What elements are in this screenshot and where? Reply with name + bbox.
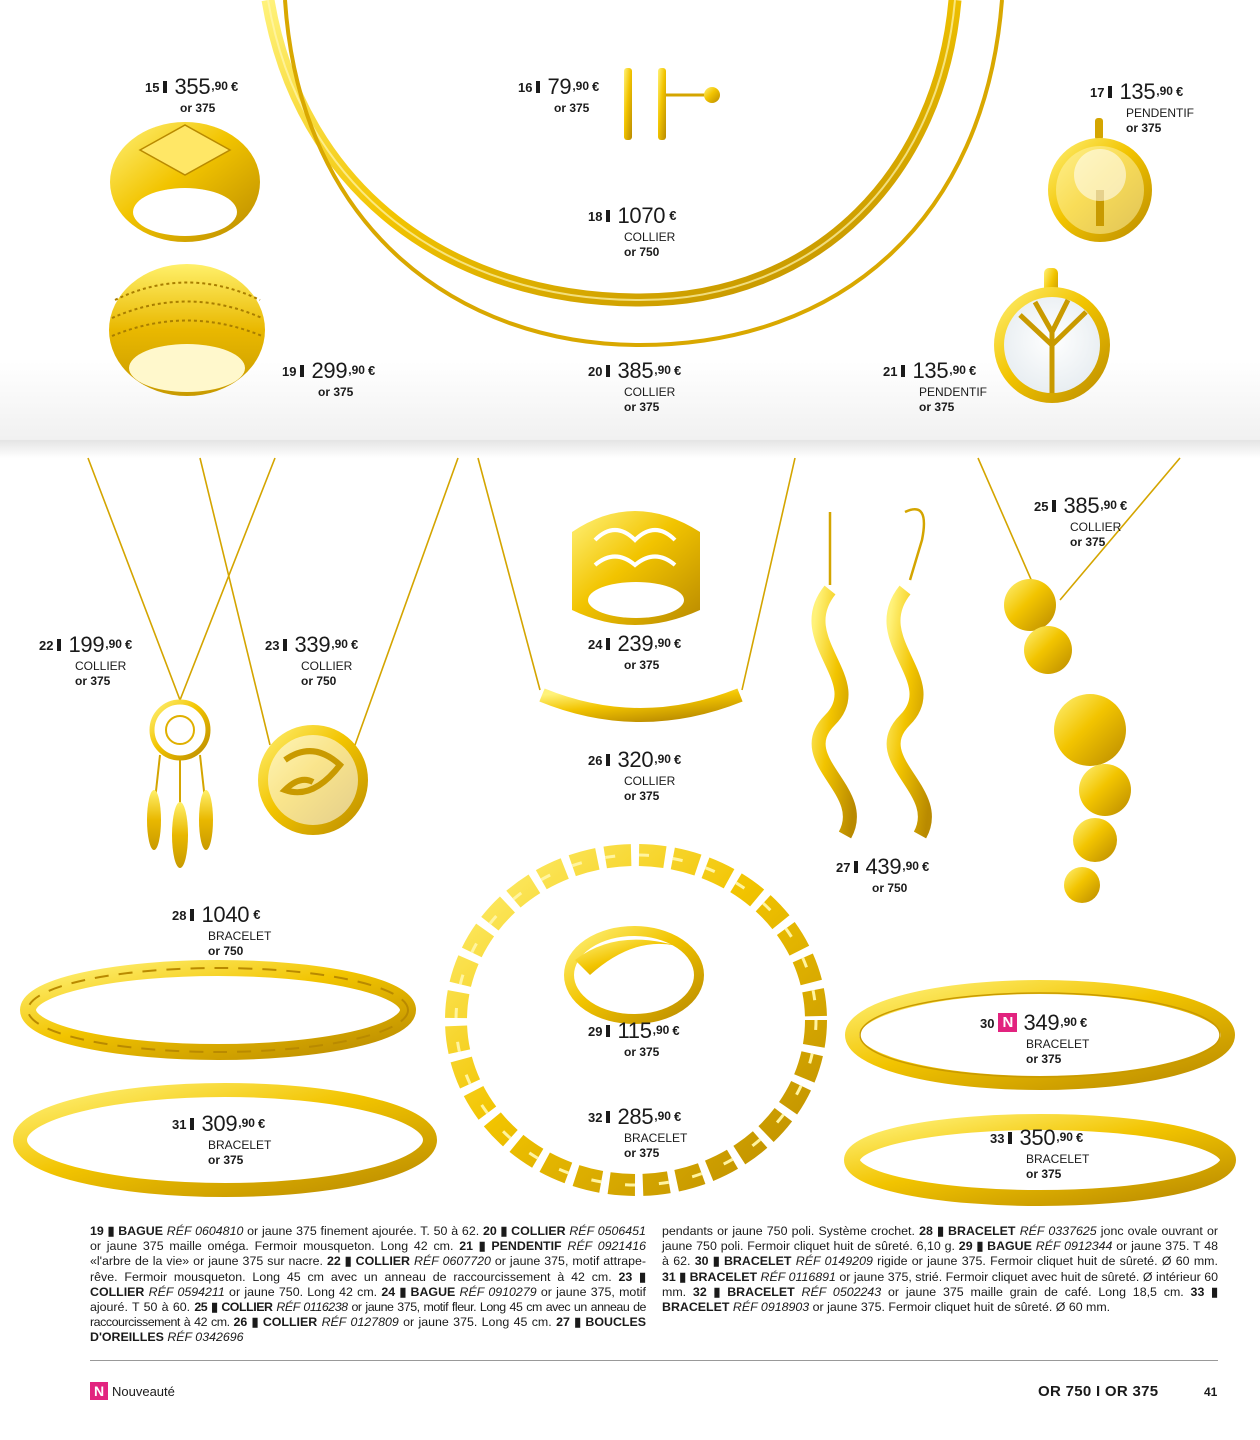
- separator-mark: [854, 861, 858, 873]
- item-number: 16: [518, 80, 533, 95]
- ring-29-image: [569, 931, 699, 1019]
- price-decimal: ,90: [572, 79, 590, 93]
- separator-mark: [606, 365, 610, 377]
- price-integer: 1070: [617, 203, 666, 228]
- price-currency: €: [1079, 1015, 1088, 1030]
- price-tag-17: [1090, 81, 1194, 136]
- price-tag-18: [588, 205, 676, 260]
- desc-entry-23: 23 ▮ COLLIER RÉF 0594211 or jaune 750. Long 42 cm.: [90, 1269, 647, 1299]
- price-integer: 135: [912, 358, 949, 383]
- price-decimal: ,90: [348, 363, 365, 377]
- price-integer: 339: [294, 632, 331, 657]
- price-metal: or 375: [1026, 1167, 1062, 1181]
- price-currency: €: [673, 636, 682, 651]
- item-number: 17: [1090, 85, 1105, 100]
- price-category: BRACELET: [208, 929, 272, 943]
- price-metal: or 375: [554, 101, 590, 115]
- separator-mark: [283, 639, 287, 651]
- price-currency: €: [672, 1023, 680, 1038]
- price-category: PENDENTIF: [919, 385, 988, 399]
- price-tag-22: [39, 634, 132, 689]
- separator-mark: [606, 638, 610, 650]
- price-decimal: ,90: [1056, 1130, 1073, 1144]
- product-description-right: [662, 1224, 1218, 1315]
- price-currency: €: [673, 363, 682, 378]
- ring-15-image: [110, 122, 260, 242]
- pendant-21-image: [994, 268, 1110, 403]
- separator-mark: [606, 210, 610, 222]
- item-number: 19: [282, 364, 297, 379]
- item-number: 20: [588, 364, 603, 379]
- price-currency: €: [253, 907, 261, 922]
- separator-mark: [1108, 86, 1112, 98]
- item-number: 31: [172, 1117, 187, 1132]
- price-decimal: ,90: [238, 1116, 255, 1130]
- legend-new-label: Nouveauté: [112, 1383, 175, 1399]
- price-integer: 320: [617, 747, 654, 772]
- price-currency: €: [1075, 1130, 1084, 1145]
- price-metal: or 750: [301, 674, 337, 688]
- price-metal: or 375: [624, 1045, 660, 1059]
- desc-entry-20: 20 ▮ COLLIER RÉF 0506451 or jaune 375 maille oméga. Fermoir mousqueton. Long 42 cm.: [90, 1224, 646, 1254]
- price-decimal: ,90: [654, 363, 671, 377]
- desc-entry-28: 28 ▮ BRACELET RÉF 0337625 jonc ovale ouvrant or jaune 750 poli. Fermoir cliquet huit de sûreté. 6,10 g.: [662, 1224, 1218, 1254]
- price-tag-29: [588, 1020, 680, 1060]
- product-description-left: [90, 1224, 646, 1346]
- price-metal: or 375: [919, 400, 955, 414]
- page-number: 41: [1204, 1385, 1218, 1399]
- price-decimal: ,90: [105, 637, 122, 651]
- price-currency: €: [592, 79, 600, 94]
- price-integer: 385: [617, 358, 654, 383]
- ring-24-image: [572, 511, 700, 625]
- price-category: COLLIER: [75, 659, 127, 673]
- new-badge: N: [998, 1013, 1017, 1032]
- price-decimal: ,90: [902, 859, 919, 873]
- desc-entry-19: 19 ▮ BAGUE RÉF 0604810 or jaune 375 finement ajourée. T. 50 à 62.: [90, 1224, 483, 1238]
- earrings-27-image: [818, 509, 924, 835]
- separator-mark: [1008, 1132, 1012, 1144]
- price-metal: or 750: [872, 881, 908, 895]
- price-integer: 285: [617, 1104, 654, 1129]
- pendant-17-image: [1048, 118, 1152, 242]
- bracelet-28-image: [28, 968, 408, 1052]
- desc-entry-24: 24 ▮ BAGUE RÉF 0910279 or jaune 375, motif ajouré. T 50 à 60.: [90, 1284, 646, 1315]
- price-currency: €: [968, 363, 977, 378]
- price-category: COLLIER: [624, 230, 676, 244]
- price-metal: or 375: [318, 385, 354, 399]
- price-decimal: ,90: [211, 79, 228, 93]
- price-metal: or 375: [624, 658, 660, 672]
- price-integer: 299: [311, 358, 348, 383]
- price-tag-32: [588, 1106, 687, 1161]
- price-category: COLLIER: [301, 659, 353, 673]
- separator-mark: [300, 365, 304, 377]
- price-category: COLLIER: [1070, 520, 1122, 534]
- item-number: 27: [836, 860, 851, 875]
- price-tag-33: [990, 1127, 1089, 1182]
- price-category: BRACELET: [624, 1131, 688, 1145]
- price-metal: or 375: [1026, 1052, 1062, 1066]
- desc-entry-32: 32 ▮ BRACELET RÉF 0502243 or jaune 375 maille grain de café. Long 18,5 cm.: [692, 1284, 1191, 1299]
- item-number: 22: [39, 638, 54, 653]
- desc-entry-27-cont: pendants or jaune 750 poli. Système crochet.: [662, 1224, 920, 1238]
- item-number: 18: [588, 209, 603, 224]
- price-metal: or 375: [624, 400, 660, 414]
- price-metal: or 375: [75, 674, 111, 688]
- price-currency: €: [230, 79, 239, 94]
- item-number: 32: [588, 1110, 603, 1125]
- price-currency: €: [124, 637, 133, 652]
- item-number: 29: [588, 1024, 603, 1039]
- price-tag-24: [588, 633, 681, 673]
- price-integer: 239: [617, 631, 654, 656]
- price-decimal: ,90: [652, 1023, 670, 1037]
- item-number: 33: [990, 1131, 1005, 1146]
- item-number: 28: [172, 908, 187, 923]
- item-number: 25: [1034, 499, 1049, 514]
- price-integer: 115: [617, 1018, 652, 1043]
- price-decimal: ,90: [949, 363, 966, 377]
- price-tag-28: [172, 904, 271, 959]
- item-number: 30: [980, 1016, 995, 1031]
- price-metal: or 375: [208, 1153, 244, 1167]
- price-tag-16: [518, 76, 599, 116]
- price-currency: €: [673, 1109, 682, 1124]
- separator-mark: [606, 754, 610, 766]
- price-category: BRACELET: [1026, 1037, 1090, 1051]
- price-tag-31: [172, 1113, 271, 1168]
- price-metal: or 375: [180, 101, 216, 115]
- price-tag-15: [145, 76, 238, 116]
- price-category: COLLIER: [624, 774, 676, 788]
- price-tag-23: [265, 634, 358, 689]
- desc-entry-30: 30 ▮ BRACELET RÉF 0149209 rigide or jaune 375. Fermoir cliquet huit de sûreté. Ø 60 mm.: [694, 1254, 1218, 1269]
- price-integer: 349: [1023, 1010, 1060, 1035]
- price-metal: or 375: [1126, 121, 1162, 135]
- price-tag-19: [282, 360, 375, 400]
- price-decimal: ,90: [1060, 1015, 1077, 1029]
- ring-19-image: [109, 264, 265, 396]
- new-badge-icon: N: [90, 1382, 108, 1400]
- separator-mark: [190, 1118, 194, 1130]
- footer-section-title: OR 750 I OR 375: [1038, 1383, 1159, 1400]
- price-decimal: ,90: [1156, 84, 1173, 98]
- price-currency: €: [367, 363, 376, 378]
- price-metal: or 750: [208, 944, 244, 958]
- separator-mark: [606, 1111, 610, 1123]
- item-number: 24: [588, 637, 603, 652]
- price-currency: €: [350, 637, 359, 652]
- separator-mark: [606, 1025, 610, 1037]
- price-tag-25: [1034, 495, 1127, 550]
- item-number: 23: [265, 638, 280, 653]
- price-decimal: ,90: [654, 752, 671, 766]
- desc-entry-25: 25 ▮ COLLIER RÉF 0116238 or jaune 375, motif fleur. Long 45 cm avec un anneau de raccourcissement à 42 cm.: [90, 1300, 646, 1330]
- price-decimal: ,90: [654, 1109, 671, 1123]
- price-integer: 309: [201, 1111, 238, 1136]
- price-integer: 355: [174, 74, 211, 99]
- price-category: BRACELET: [1026, 1152, 1090, 1166]
- earrings-16-image: [624, 68, 720, 140]
- price-metal: or 375: [624, 1146, 660, 1160]
- price-tag-21: [883, 360, 987, 415]
- legend-new: [90, 1382, 175, 1400]
- price-integer: 199: [68, 632, 105, 657]
- price-currency: €: [921, 859, 930, 874]
- separator-mark: [163, 81, 167, 93]
- desc-entry-33: 33 ▮ BRACELET RÉF 0918903 or jaune 375. Fermoir cliquet huit de sûreté. Ø 60 mm.: [662, 1284, 1218, 1315]
- item-number: 15: [145, 80, 160, 95]
- price-category: COLLIER: [624, 385, 676, 399]
- price-metal: or 750: [624, 245, 660, 259]
- item-number: 26: [588, 753, 603, 768]
- separator-mark: [901, 365, 905, 377]
- separator-mark: [1052, 500, 1056, 512]
- desc-entry-21: 21 ▮ PENDENTIF RÉF 0921416 «l'arbre de la vie» or jaune 375 sur nacre.: [90, 1239, 646, 1269]
- price-currency: €: [673, 752, 682, 767]
- price-tag-20: [588, 360, 681, 415]
- price-decimal: ,90: [1100, 498, 1117, 512]
- price-tag-26: [588, 749, 681, 804]
- desc-entry-22: 22 ▮ COLLIER RÉF 0607720 or jaune 375, motif attrape-rêve. Fermoir mousqueton. Long 45 cm avec un anneau de raccourcissement à 42 cm.: [90, 1254, 646, 1284]
- price-currency: €: [1175, 84, 1184, 99]
- price-integer: 385: [1063, 493, 1100, 518]
- price-decimal: ,90: [331, 637, 348, 651]
- price-metal: or 375: [624, 789, 660, 803]
- price-currency: €: [257, 1116, 266, 1131]
- price-integer: 79: [547, 74, 572, 99]
- price-category: BRACELET: [208, 1138, 272, 1152]
- price-integer: 350: [1019, 1125, 1056, 1150]
- separator-mark: [190, 909, 194, 921]
- separator-mark: [57, 639, 61, 651]
- desc-entry-31: 31 ▮ BRACELET RÉF 0116891 or jaune 375, strié. Fermoir cliquet avec huit de sûreté. Ø intérieur 60 mm.: [662, 1269, 1218, 1299]
- footer-divider: [90, 1360, 1218, 1361]
- price-metal: or 375: [1070, 535, 1106, 549]
- desc-entry-27: 27 ▮ BOUCLES D'OREILLES RÉF 0342696: [90, 1315, 646, 1345]
- price-currency: €: [669, 208, 677, 223]
- price-integer: 135: [1119, 79, 1156, 104]
- price-tag-27: [836, 856, 929, 896]
- desc-entry-29: 29 ▮ BAGUE RÉF 0912344 or jaune 375. T 48 à 62.: [662, 1239, 1218, 1269]
- price-integer: 1040: [201, 902, 250, 927]
- separator-mark: [536, 81, 540, 93]
- price-integer: 439: [865, 854, 902, 879]
- price-category: PENDENTIF: [1126, 106, 1195, 120]
- price-tag-30: [980, 1012, 1089, 1067]
- item-number: 21: [883, 364, 898, 379]
- price-decimal: ,90: [654, 636, 671, 650]
- price-currency: €: [1119, 498, 1128, 513]
- desc-entry-26: 26 ▮ COLLIER RÉF 0127809 or jaune 375. Long 45 cm.: [233, 1315, 557, 1330]
